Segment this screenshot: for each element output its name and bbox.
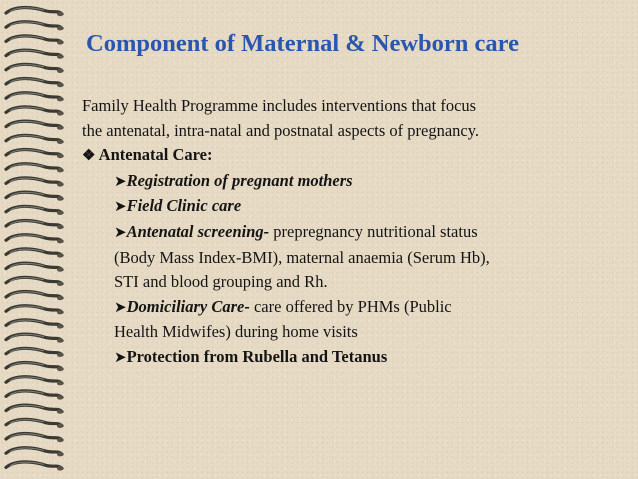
binding-ring (6, 405, 63, 414)
binding-ring (6, 121, 63, 130)
item-rest-text: prepregnancy nutritional status (269, 221, 478, 241)
binding-ring (6, 206, 63, 215)
binding-ring (6, 50, 63, 59)
binding-ring (6, 249, 63, 258)
section-heading-label: Antenatal Care: (98, 145, 213, 165)
list-item-registration (82, 169, 630, 195)
slide-title: Component of Maternal & Newborn care (86, 30, 519, 57)
binding-ring (6, 348, 63, 357)
item-bold-text: Protection from Rubella and Tetanus (126, 346, 388, 366)
item-rest-text: care offered by PHMs (Public (249, 296, 452, 316)
binding-ring (6, 235, 63, 244)
spiral-binding-decoration (0, 0, 72, 479)
arrow-bullet-icon: ➤ (114, 173, 127, 190)
binding-ring (6, 434, 63, 443)
binding-ring (6, 419, 63, 428)
list-item-field-clinic (82, 194, 630, 220)
binding-ring (6, 263, 63, 272)
item-bold-text: Domiciliary Care- (126, 296, 250, 316)
section-heading-antenatal (82, 143, 630, 169)
list-item-continuation: Health Midwifes) during home visits (114, 322, 358, 342)
arrow-bullet-icon: ➤ (114, 349, 127, 366)
binding-ring (6, 8, 63, 17)
binding-ring (6, 93, 63, 102)
binding-ring (6, 462, 63, 471)
binding-ring (6, 107, 63, 116)
arrow-bullet-icon: ➤ (114, 199, 127, 216)
binding-ring (6, 178, 63, 187)
arrow-bullet-icon: ➤ (114, 224, 127, 241)
diamond-bullet-icon: ❖ (82, 148, 96, 165)
binding-ring (6, 377, 63, 386)
binding-ring (6, 164, 63, 173)
list-item-antenatal-screening (82, 220, 630, 246)
binding-ring (6, 22, 63, 31)
binding-ring (6, 150, 63, 159)
binding-ring (6, 192, 63, 201)
intro-line-2: the antenatal, intra-natal and postnatal aspects of pregnancy. (82, 120, 480, 140)
list-item-protection (82, 345, 630, 371)
list-item-continuation: (Body Mass Index-BMI), maternal anaemia (Serum Hb), (114, 247, 490, 267)
list-item-domiciliary-care (82, 295, 630, 321)
slide-body (82, 94, 630, 371)
binding-ring (6, 320, 63, 329)
binding-ring (6, 363, 63, 372)
binding-ring (6, 334, 63, 343)
item-bold-text: Registration of pregnant mothers (126, 170, 353, 190)
binding-ring (6, 79, 63, 88)
binding-ring (6, 306, 63, 315)
binding-ring (6, 391, 63, 400)
binding-ring (6, 292, 63, 301)
item-bold-text: Antenatal screening- (126, 221, 270, 241)
binding-ring (6, 135, 63, 144)
intro-line-1: Family Health Programme includes interventions that focus (82, 96, 477, 115)
binding-ring (6, 448, 63, 457)
binding-ring (6, 36, 63, 45)
arrow-bullet-icon: ➤ (114, 299, 127, 316)
list-item-continuation: STI and blood grouping and Rh. (114, 272, 328, 292)
item-bold-text: Field Clinic care (126, 196, 242, 216)
binding-ring (6, 221, 63, 230)
binding-ring (6, 64, 63, 73)
binding-ring (6, 277, 63, 286)
